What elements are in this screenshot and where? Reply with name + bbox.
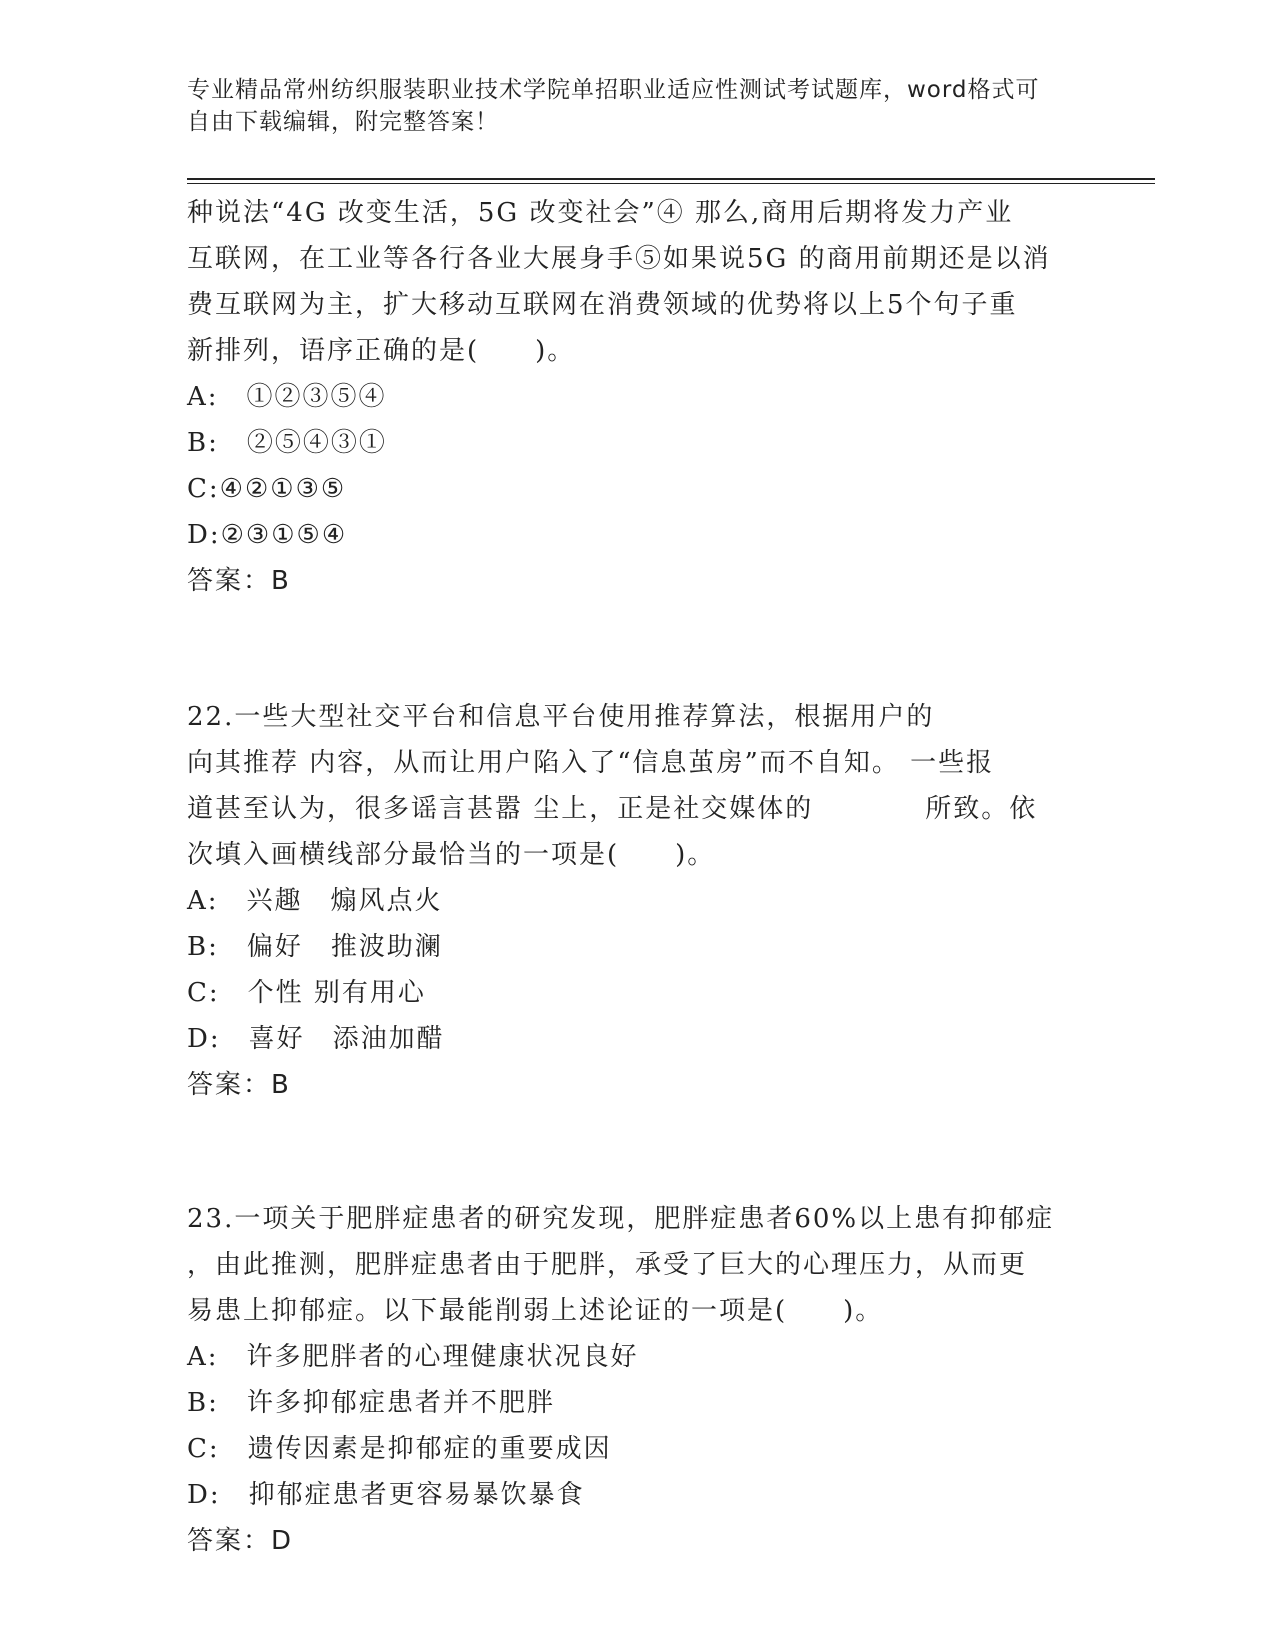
question-22 <box>187 694 1087 1108</box>
question-text-line: 22.一些大型社交平台和信息平台使用推荐算法，根据用户的 <box>187 702 935 732</box>
question-text-line: 次填入画横线部分最恰当的一项是( )。 <box>187 840 716 870</box>
option-c: C: 个性 别有用心 <box>187 978 426 1008</box>
question-text-line: ，由此推测，肥胖症患者由于肥胖，承受了巨大的心理压力，从而更 <box>187 1250 1028 1280</box>
option-d: D: 喜好 添油加醋 <box>187 1024 445 1054</box>
header-divider-thick <box>187 178 1155 180</box>
option-c: C:④②①③⑤ <box>187 474 347 504</box>
option-a: A: ①②③⑤④ <box>187 382 387 412</box>
answer: 答案：D <box>187 1526 294 1556</box>
question-text-line: 道甚至认为，很多谣言甚嚣 尘上，正是社交媒体的 所致。依 <box>187 794 1038 824</box>
question-text-line: 23.一项关于肥胖症患者的研究发现，肥胖症患者60%以上患有抑郁症 <box>187 1204 1055 1234</box>
header-line-2: 自由下载编辑，附完整答案！ <box>187 109 499 135</box>
option-d: D: 抑郁症患者更容易暴饮暴食 <box>187 1480 585 1510</box>
spacer <box>187 1108 1087 1196</box>
option-c: C: 遗传因素是抑郁症的重要成因 <box>187 1434 612 1464</box>
question-text-line: 新排列，语序正确的是( )。 <box>187 336 576 366</box>
question-text-line: 向其推荐 内容，从而让用户陷入了“信息茧房”而不自知。 一些报 <box>187 748 995 778</box>
option-b: B: 许多抑郁症患者并不肥胖 <box>187 1388 555 1418</box>
question-21 <box>187 190 1087 604</box>
answer: 答案：B <box>187 1070 291 1100</box>
option-a: A: 许多肥胖者的心理健康状况良好 <box>187 1342 639 1372</box>
page-header <box>187 74 1067 138</box>
header-divider-thin <box>187 183 1155 184</box>
answer: 答案：B <box>187 566 291 596</box>
option-b: B: ②⑤④③① <box>187 428 387 458</box>
question-text-line: 种说法“4G 改变生活，5G 改变社会”④ 那么,商用后期将发力产业 <box>187 198 1014 228</box>
option-d: D:②③①⑤④ <box>187 520 348 550</box>
spacer <box>187 604 1087 694</box>
question-text-line: 易患上抑郁症。以下最能削弱上述论证的一项是( )。 <box>187 1296 884 1326</box>
option-a: A: 兴趣 煽风点火 <box>187 886 443 916</box>
question-23 <box>187 1196 1087 1564</box>
question-text-line: 互联网，在工业等各行各业大展身手⑤如果说5G 的商用前期还是以消 <box>187 244 1051 274</box>
header-line-1: 专业精品常州纺织服装职业技术学院单招职业适应性测试考试题库，word格式可 <box>187 77 1040 103</box>
question-content <box>187 190 1087 1564</box>
question-text-line: 费互联网为主，扩大移动互联网在消费领域的优势将以上5个句子重 <box>187 290 1018 320</box>
option-b: B: 偏好 推波助澜 <box>187 932 443 962</box>
